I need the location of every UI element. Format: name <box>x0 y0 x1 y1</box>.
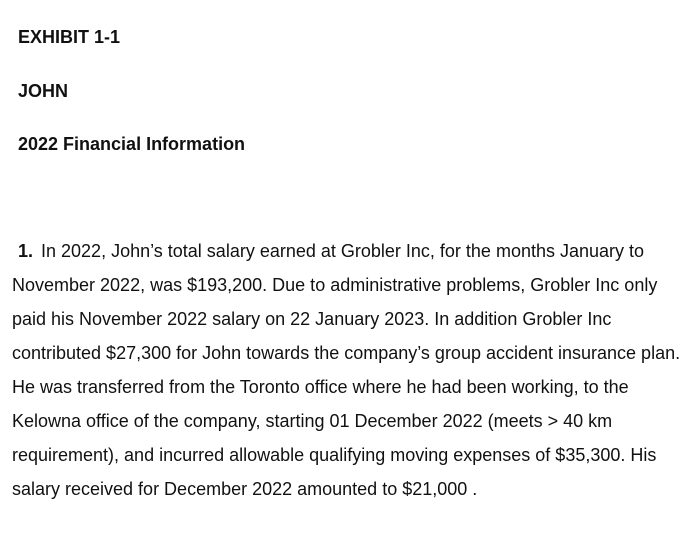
client-name: JOHN <box>18 81 69 101</box>
item-number: 1. <box>18 241 34 261</box>
exhibit-label: EXHIBIT 1-1 <box>18 27 121 47</box>
list-item <box>12 234 692 506</box>
document-subtitle: 2022 Financial Information <box>18 134 246 154</box>
item-text: In 2022, John’s total salary earned at Grobler Inc, for the months January to November 2022, was $193,200. Due to administrative problems, Grobler Inc only paid his November 2022 salary on 22 January 2023. In addition Grobler Inc contributed $27,300 for John towards the company’s group accident insurance plan. He was transferred from the Toronto office where he had been working, to the Kelowna office of the company, starting 01 December 2022 (meets > 40 km requirement), and incurred allowable qualifying moving expenses of $35,300. His salary received for December 2022 amounted to $21,000 . <box>12 241 681 499</box>
